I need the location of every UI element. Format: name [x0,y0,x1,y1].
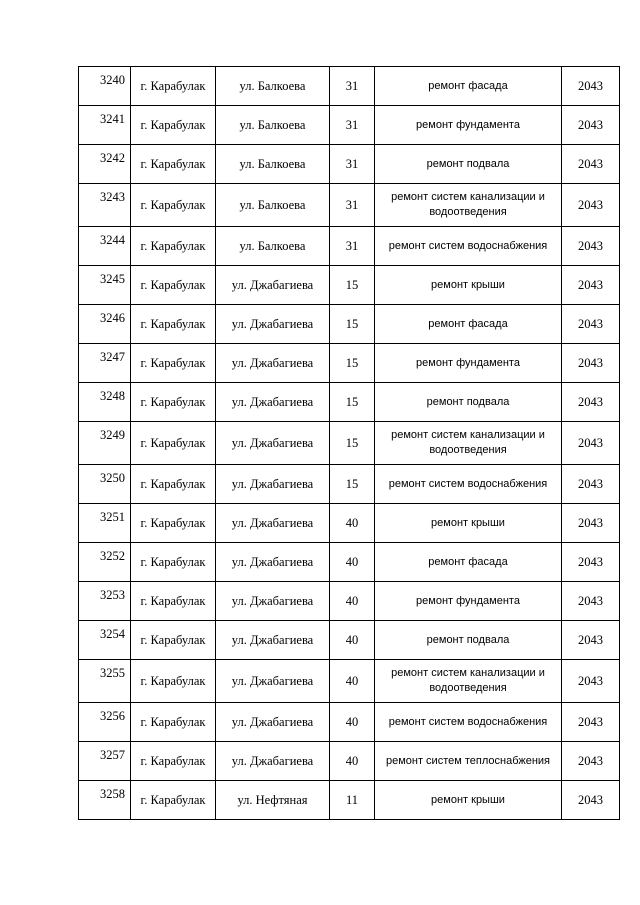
year-cell: 2043 [562,344,620,383]
table-body [79,67,620,820]
work-type-cell: ремонт крыши [375,266,562,305]
year-cell: 2043 [562,227,620,266]
row-number-cell: 3240 [79,67,131,106]
table-row [79,145,620,184]
work-type-cell: ремонт крыши [375,504,562,543]
city-cell: г. Карабулак [131,742,216,781]
city-cell: г. Карабулак [131,465,216,504]
work-type-cell: ремонт систем водоснабжения [375,227,562,266]
table-row [79,227,620,266]
city-cell: г. Карабулак [131,621,216,660]
work-type-cell: ремонт фундамента [375,582,562,621]
year-cell: 2043 [562,106,620,145]
house-number-cell: 15 [330,266,375,305]
row-number-cell: 3248 [79,383,131,422]
work-type-cell: ремонт систем водоснабжения [375,703,562,742]
work-type-cell: ремонт фундамента [375,106,562,145]
house-number-cell: 40 [330,660,375,703]
table-row [79,184,620,227]
work-type-cell: ремонт систем канализации и водоотведения [375,660,562,703]
street-cell: ул. Балкоева [216,145,330,184]
year-cell: 2043 [562,543,620,582]
table-row [79,742,620,781]
street-cell: ул. Джабагиева [216,660,330,703]
house-number-cell: 15 [330,344,375,383]
table-row [79,422,620,465]
house-number-cell: 15 [330,383,375,422]
city-cell: г. Карабулак [131,344,216,383]
house-number-cell: 15 [330,422,375,465]
city-cell: г. Карабулак [131,145,216,184]
house-number-cell: 40 [330,742,375,781]
year-cell: 2043 [562,67,620,106]
table-row [79,781,620,820]
work-type-cell: ремонт фасада [375,67,562,106]
work-type-cell: ремонт систем канализации и водоотведения [375,184,562,227]
house-number-cell: 40 [330,582,375,621]
row-number-cell: 3255 [79,660,131,703]
city-cell: г. Карабулак [131,504,216,543]
year-cell: 2043 [562,703,620,742]
table-row [79,344,620,383]
city-cell: г. Карабулак [131,67,216,106]
street-cell: ул. Джабагиева [216,465,330,504]
city-cell: г. Карабулак [131,781,216,820]
work-type-cell: ремонт подвала [375,621,562,660]
row-number-cell: 3242 [79,145,131,184]
work-type-cell: ремонт подвала [375,383,562,422]
year-cell: 2043 [562,504,620,543]
street-cell: ул. Балкоева [216,106,330,145]
row-number-cell: 3253 [79,582,131,621]
row-number-cell: 3258 [79,781,131,820]
street-cell: ул. Джабагиева [216,703,330,742]
street-cell: ул. Джабагиева [216,621,330,660]
row-number-cell: 3250 [79,465,131,504]
house-number-cell: 40 [330,621,375,660]
year-cell: 2043 [562,184,620,227]
row-number-cell: 3243 [79,184,131,227]
table-row [79,305,620,344]
city-cell: г. Карабулак [131,305,216,344]
year-cell: 2043 [562,305,620,344]
table-row [79,383,620,422]
table-row [79,465,620,504]
table-row [79,67,620,106]
street-cell: ул. Балкоева [216,184,330,227]
year-cell: 2043 [562,621,620,660]
work-type-cell: ремонт фундамента [375,344,562,383]
table-row [79,543,620,582]
year-cell: 2043 [562,383,620,422]
year-cell: 2043 [562,465,620,504]
house-number-cell: 15 [330,305,375,344]
table-row [79,266,620,305]
work-type-cell: ремонт подвала [375,145,562,184]
house-number-cell: 11 [330,781,375,820]
street-cell: ул. Джабагиева [216,422,330,465]
work-type-cell: ремонт фасада [375,543,562,582]
house-number-cell: 15 [330,465,375,504]
row-number-cell: 3256 [79,703,131,742]
street-cell: ул. Джабагиева [216,543,330,582]
city-cell: г. Карабулак [131,582,216,621]
year-cell: 2043 [562,422,620,465]
row-number-cell: 3251 [79,504,131,543]
city-cell: г. Карабулак [131,703,216,742]
table-row [79,504,620,543]
table-row [79,621,620,660]
city-cell: г. Карабулак [131,266,216,305]
street-cell: ул. Балкоева [216,227,330,266]
city-cell: г. Карабулак [131,227,216,266]
year-cell: 2043 [562,742,620,781]
row-number-cell: 3246 [79,305,131,344]
work-type-cell: ремонт систем теплоснабжения [375,742,562,781]
street-cell: ул. Джабагиева [216,266,330,305]
row-number-cell: 3252 [79,543,131,582]
year-cell: 2043 [562,266,620,305]
city-cell: г. Карабулак [131,184,216,227]
city-cell: г. Карабулак [131,660,216,703]
work-type-cell: ремонт систем канализации и водоотведения [375,422,562,465]
row-number-cell: 3244 [79,227,131,266]
house-number-cell: 40 [330,504,375,543]
table-row [79,703,620,742]
street-cell: ул. Джабагиева [216,344,330,383]
house-number-cell: 40 [330,703,375,742]
house-number-cell: 31 [330,67,375,106]
row-number-cell: 3257 [79,742,131,781]
city-cell: г. Карабулак [131,383,216,422]
house-number-cell: 31 [330,106,375,145]
house-number-cell: 40 [330,543,375,582]
street-cell: ул. Балкоева [216,67,330,106]
street-cell: ул. Нефтяная [216,781,330,820]
house-number-cell: 31 [330,145,375,184]
street-cell: ул. Джабагиева [216,305,330,344]
city-cell: г. Карабулак [131,422,216,465]
row-number-cell: 3254 [79,621,131,660]
street-cell: ул. Джабагиева [216,582,330,621]
row-number-cell: 3241 [79,106,131,145]
city-cell: г. Карабулак [131,106,216,145]
table-row [79,582,620,621]
table-row [79,106,620,145]
table-row [79,660,620,703]
city-cell: г. Карабулак [131,543,216,582]
year-cell: 2043 [562,582,620,621]
street-cell: ул. Джабагиева [216,504,330,543]
work-type-cell: ремонт систем водоснабжения [375,465,562,504]
row-number-cell: 3249 [79,422,131,465]
year-cell: 2043 [562,660,620,703]
row-number-cell: 3245 [79,266,131,305]
year-cell: 2043 [562,781,620,820]
works-table [78,66,620,820]
work-type-cell: ремонт фасада [375,305,562,344]
work-type-cell: ремонт крыши [375,781,562,820]
house-number-cell: 31 [330,184,375,227]
street-cell: ул. Джабагиева [216,742,330,781]
year-cell: 2043 [562,145,620,184]
street-cell: ул. Джабагиева [216,383,330,422]
house-number-cell: 31 [330,227,375,266]
row-number-cell: 3247 [79,344,131,383]
